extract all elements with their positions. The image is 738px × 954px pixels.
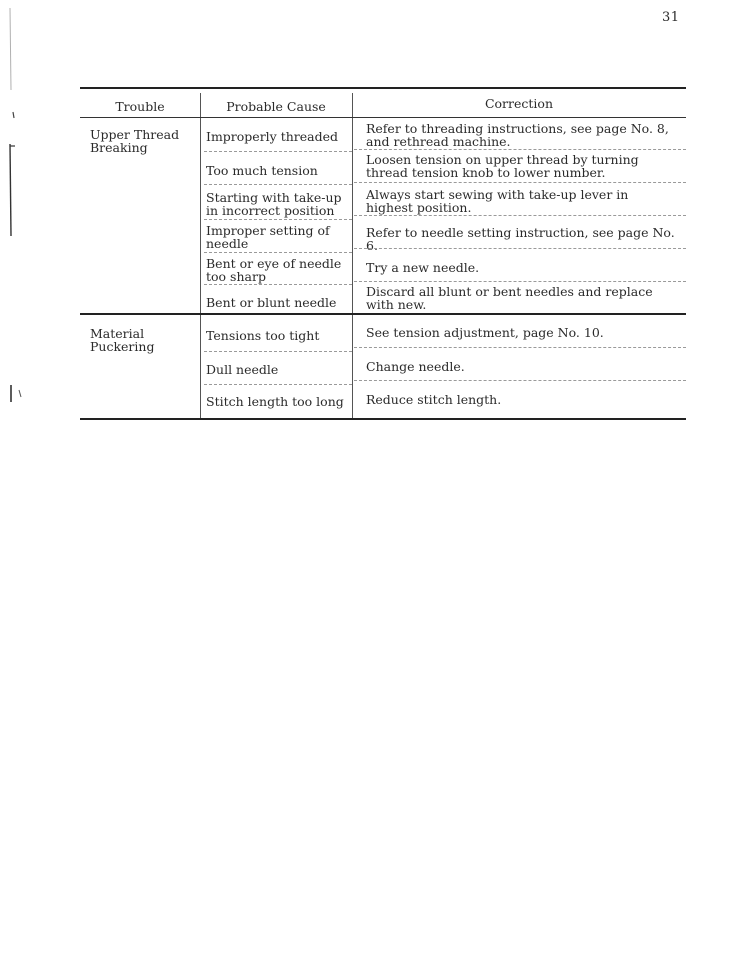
cause-cell xyxy=(206,395,352,408)
cause-cell xyxy=(206,224,352,250)
cause-line: needle xyxy=(206,236,249,251)
correction-cell xyxy=(366,285,684,311)
row-divider xyxy=(204,184,352,185)
cause-line: Improper setting of xyxy=(206,223,330,238)
table-bottom-rule xyxy=(80,418,686,420)
column-divider xyxy=(352,93,353,419)
row-divider xyxy=(354,182,686,183)
group-rule xyxy=(80,313,686,315)
cause-cell xyxy=(206,130,352,143)
trouble-line: Upper Thread xyxy=(90,127,180,142)
cause-cell xyxy=(206,191,352,217)
cause-line: in incorrect position xyxy=(206,203,335,218)
correction-line: highest position. xyxy=(366,200,472,215)
cause-line: Bent or blunt needle xyxy=(206,295,337,310)
cause-line: too sharp xyxy=(206,269,266,284)
row-divider xyxy=(204,284,352,285)
correction-line: Loosen tension on upper thread by turning xyxy=(366,152,639,167)
header-rule xyxy=(80,117,686,118)
correction-cell xyxy=(366,326,684,339)
row-divider xyxy=(204,384,352,385)
row-divider xyxy=(204,219,352,220)
trouble-line: Material xyxy=(90,326,145,341)
row-divider xyxy=(354,215,686,216)
trouble-material-puckering xyxy=(90,327,198,353)
cause-line: Too much tension xyxy=(206,163,318,178)
cause-line: Stitch length too long xyxy=(206,394,344,409)
correction-cell xyxy=(366,153,684,179)
correction-line: Discard all blunt or bent needles and replace xyxy=(366,284,653,299)
cause-cell xyxy=(206,363,352,376)
row-divider xyxy=(204,351,352,352)
table-top-rule xyxy=(80,87,686,89)
cause-cell xyxy=(206,296,352,309)
trouble-line: Puckering xyxy=(90,339,155,354)
cause-cell xyxy=(206,329,352,342)
header-correction: Correction xyxy=(484,96,554,111)
correction-line: Refer to threading instructions, see page No. 8, xyxy=(366,121,669,136)
trouble-upper-thread-breaking xyxy=(90,128,198,154)
header-trouble: Trouble xyxy=(115,99,165,114)
cause-line: Starting with take-up xyxy=(206,190,342,205)
correction-line: See tension adjustment, page No. 10. xyxy=(366,325,604,340)
correction-line: and rethread machine. xyxy=(366,134,511,149)
cause-line: Tensions too tight xyxy=(206,328,320,343)
cause-line: Improperly threaded xyxy=(206,129,339,144)
row-divider xyxy=(354,380,686,381)
correction-line: Refer to needle setting instruction, see page No. 6. xyxy=(366,225,675,253)
correction-cell xyxy=(366,122,684,148)
cause-line: Bent or eye of needle xyxy=(206,256,342,271)
correction-line: Reduce stitch length. xyxy=(366,392,502,407)
row-divider xyxy=(354,347,686,348)
row-divider xyxy=(204,252,352,253)
correction-cell xyxy=(366,393,684,406)
correction-cell xyxy=(366,188,684,214)
correction-line: thread tension knob to lower number. xyxy=(366,165,606,180)
row-divider xyxy=(354,248,686,249)
row-divider xyxy=(354,149,686,150)
row-divider xyxy=(204,151,352,152)
correction-cell xyxy=(366,261,684,274)
column-divider xyxy=(200,93,201,419)
correction-line: Try a new needle. xyxy=(366,260,480,275)
page-number: 31 xyxy=(662,10,680,25)
correction-cell xyxy=(366,360,684,373)
correction-line: with new. xyxy=(366,297,427,312)
row-divider xyxy=(354,281,686,282)
cause-line: Dull needle xyxy=(206,362,279,377)
scan-margin-marks xyxy=(0,0,30,954)
trouble-line: Breaking xyxy=(90,140,148,155)
header-probable-cause: Probable Cause xyxy=(226,99,326,114)
correction-line: Always start sewing with take-up lever in xyxy=(366,187,629,202)
cause-cell xyxy=(206,257,352,283)
correction-line: Change needle. xyxy=(366,359,465,374)
cause-cell xyxy=(206,164,352,177)
